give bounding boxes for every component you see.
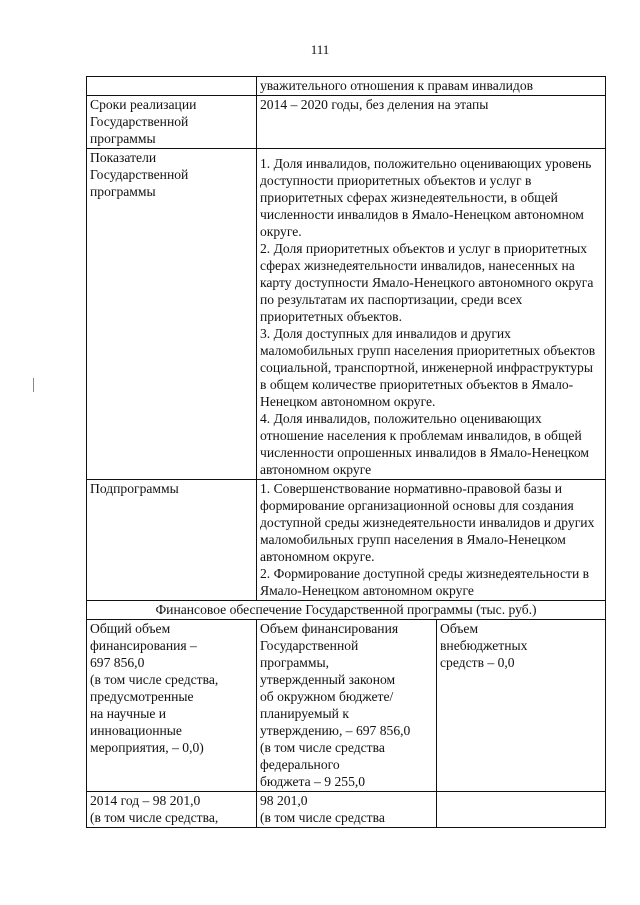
indicators-label: Показатели Государственной программы <box>87 149 257 480</box>
indicators-list <box>257 149 606 480</box>
finance-program-budget: Объем финансирования Государственной программы, утвержденный законом об окружном бюджете/ планируемый к утверждению, – 697 856,0 (в том числе средства федерального бюджета – 9 255,0 <box>257 620 437 792</box>
table-row-indicators <box>87 149 606 480</box>
subprograms-list <box>257 480 606 601</box>
margin-mark <box>33 378 34 392</box>
indicator-item: 4. Доля инвалидов, положительно оценивающих отношение населения к проблемам инвалидов, в общей численности опрошенных инвалидов в Ямало-Ненецком автономном округе <box>260 411 590 477</box>
finance-2014-extrabudgetary <box>437 792 606 828</box>
finance-total-amount: Общий объем финансирования – 697 856,0 (в том числе средства, предусмотренные на научные и инновационные мероприятия, – 0,0) <box>87 620 257 792</box>
subprogram-item: 2. Формирование доступной среды жизнедеятельности в Ямало-Ненецком автономном округе <box>260 566 590 598</box>
terms-label: Сроки реализации Государственной программы <box>87 96 257 149</box>
indicator-item: 2. Доля приоритетных объектов и услуг в приоритетных сферах жизнедеятельности инвалидов, нанесенных на карту доступности Ямало-Ненецкого автономного округа по результатам их паспортизации, среди всех приоритетных объектов. <box>260 241 594 324</box>
table-row-finance-header <box>87 601 606 620</box>
table-row-subprograms <box>87 480 606 601</box>
subprograms-label: Подпрограммы <box>87 480 257 601</box>
subprogram-item: 1. Совершенствование нормативно-правовой базы и формирование организационной основы для создания доступной среды жизнедеятельности инвалидов и других маломобильных групп населения в Ямало-Ненецком автономном округе. <box>260 481 595 564</box>
indicator-item: 3. Доля доступных для инвалидов и других маломобильных групп населения приоритетных объектов социальной, транспортной, инженерной инфраструктуры в общем количестве приоритетных объектов в Ямало-Ненецком автономном округе. <box>260 326 596 409</box>
indicator-item: 1. Доля инвалидов, положительно оценивающих уровень доступности приоритетных объектов и услуг в приоритетных сферах жизнедеятельности, в общей численности инвалидов в Ямало-Ненецком автономном округе. <box>260 156 592 239</box>
terms-value: 2014 – 2020 годы, без деления на этапы <box>257 96 606 149</box>
finance-2014-budget: 98 201,0 (в том числе средства <box>257 792 437 828</box>
table-row-finance-2014 <box>87 792 606 828</box>
finance-header: Финансовое обеспечение Государственной программы (тыс. руб.) <box>87 601 606 620</box>
continuation-label-cell <box>87 77 257 96</box>
finance-2014-amount: 2014 год – 98 201,0 (в том числе средства, <box>87 792 257 828</box>
passport-table <box>86 76 606 828</box>
finance-extrabudgetary: Объем внебюджетных средств – 0,0 <box>437 620 606 792</box>
page-number: 111 <box>310 42 330 57</box>
continuation-text: уважительного отношения к правам инвалидов <box>257 77 606 96</box>
table-row-continuation <box>87 77 606 96</box>
table-row-finance-total <box>87 620 606 792</box>
table-row-terms <box>87 96 606 149</box>
